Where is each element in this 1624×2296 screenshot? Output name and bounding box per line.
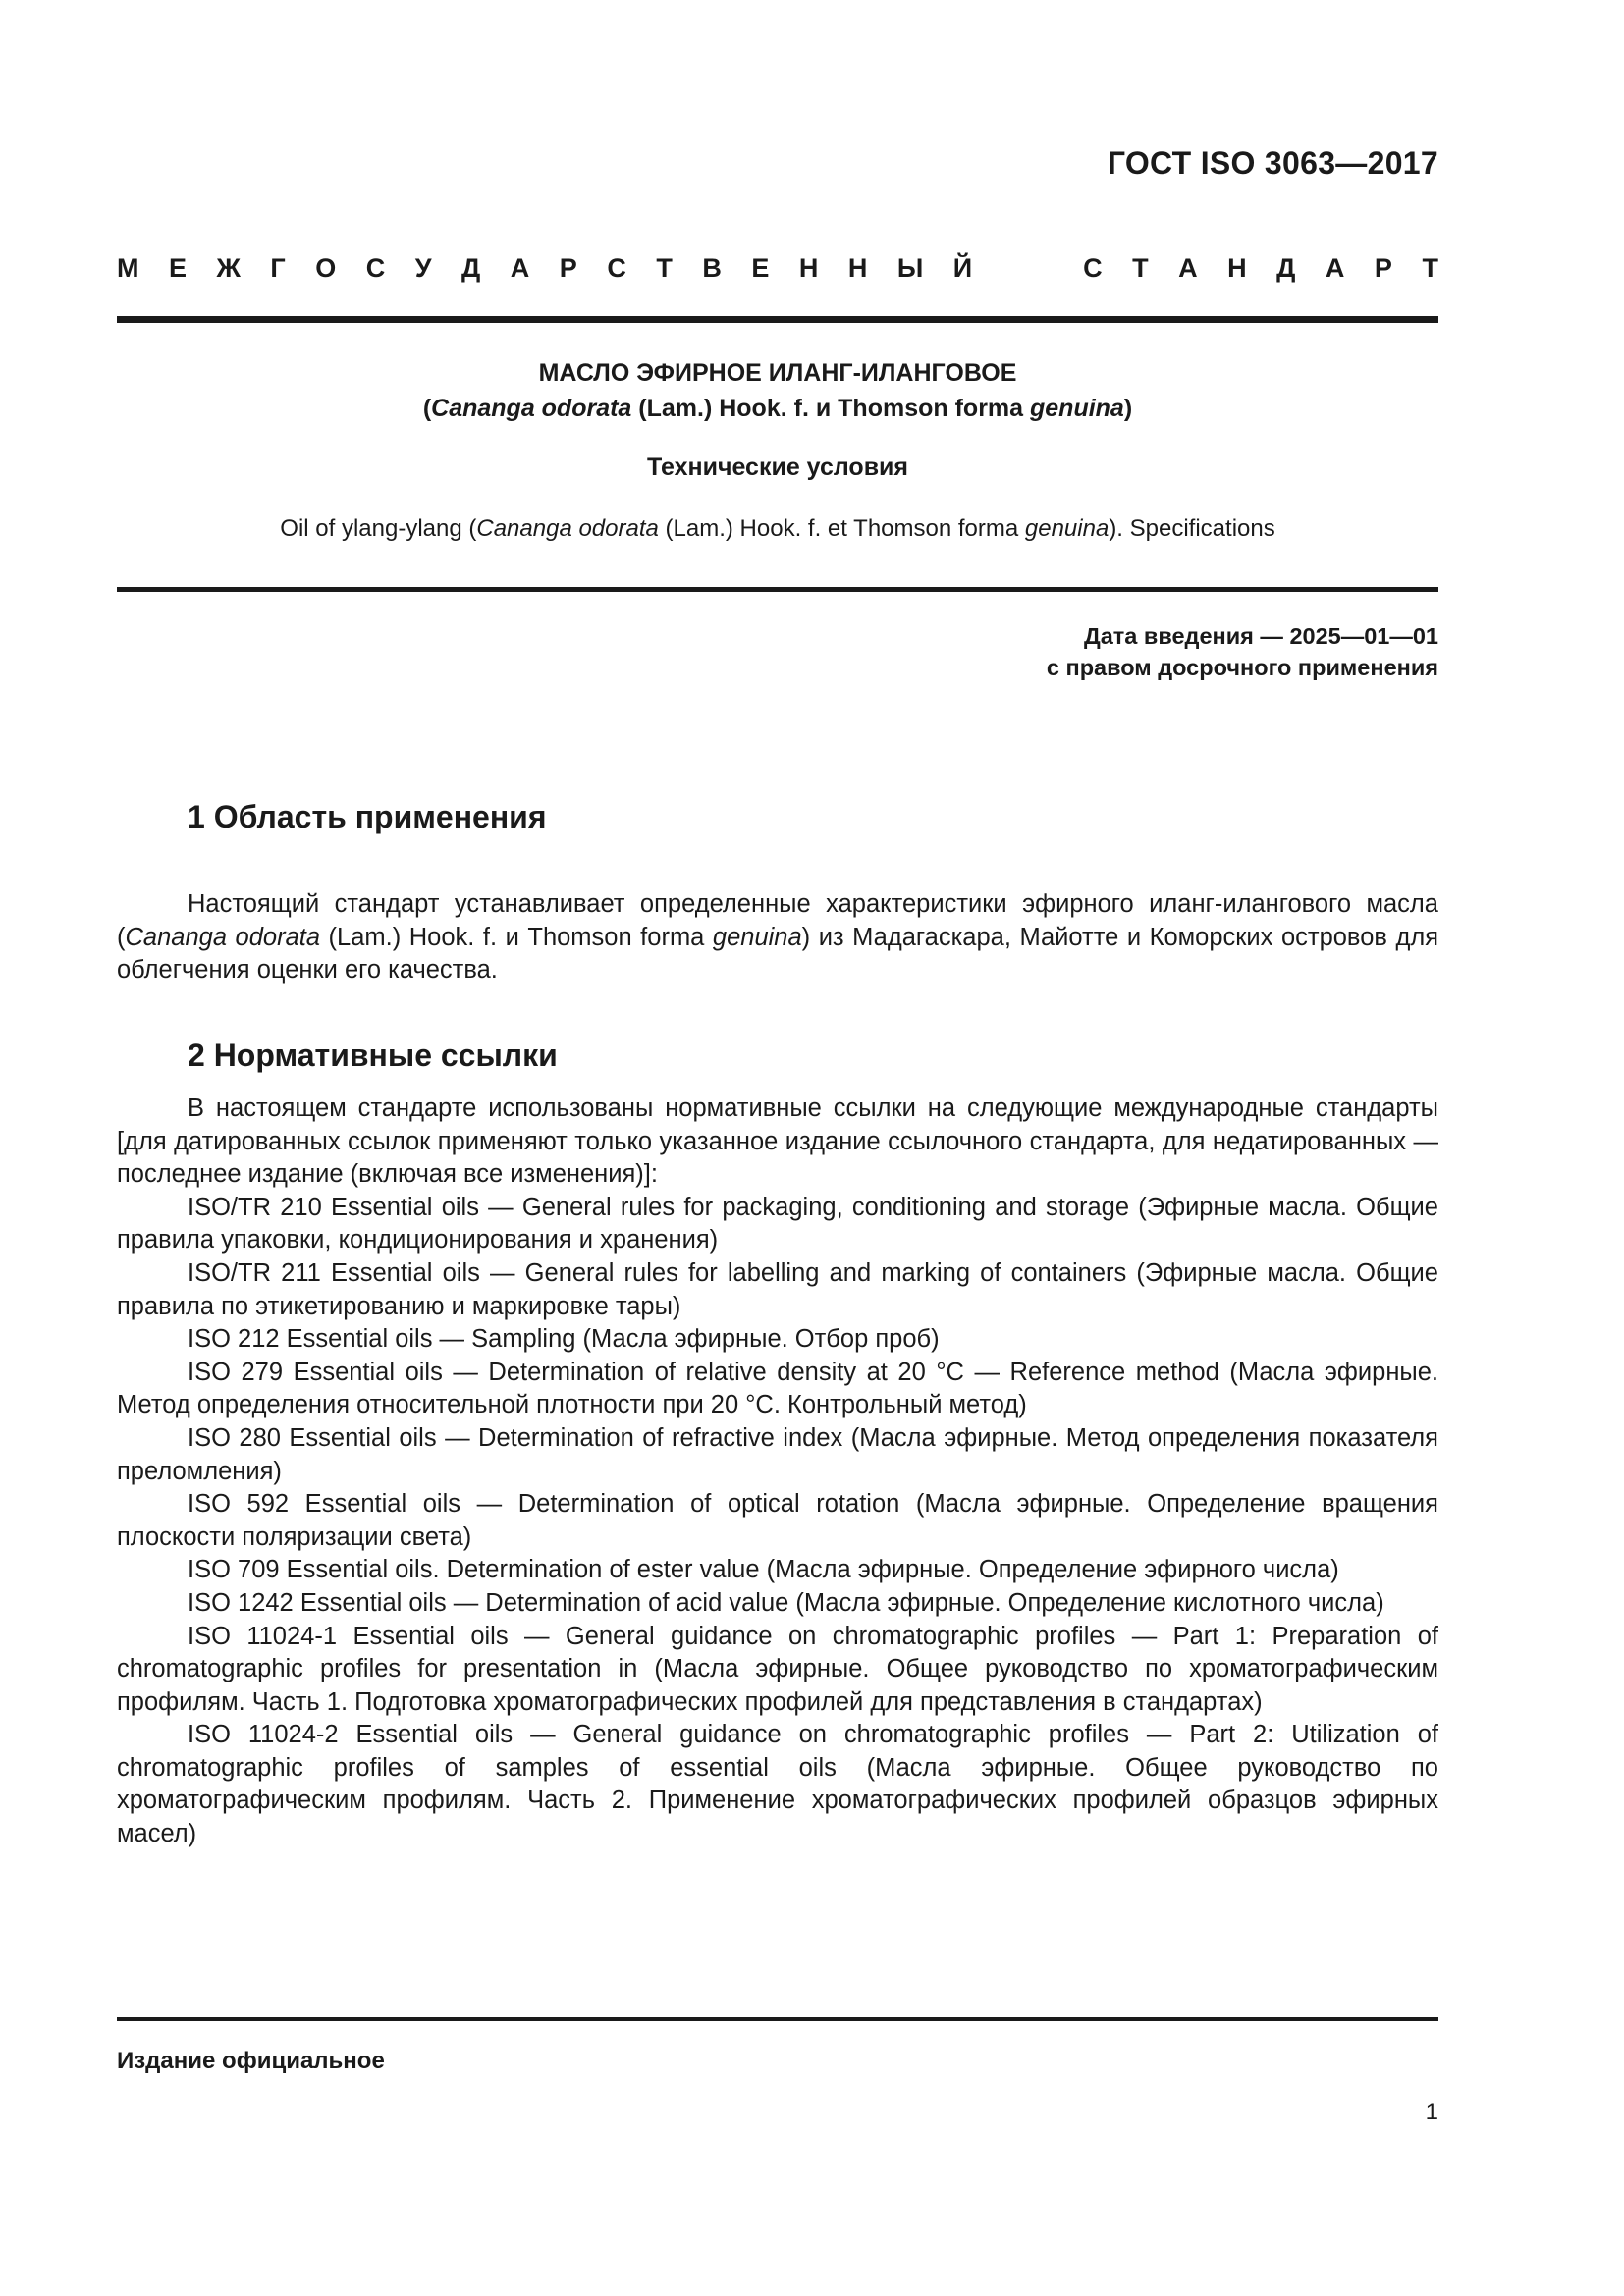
standard-type-letter: С (607, 253, 626, 283)
standard-type-letter: Т (1132, 253, 1149, 283)
standard-type-letter: Н (798, 253, 819, 283)
english-title-variety: genuina (1024, 515, 1110, 542)
page-number: 1 (1425, 2099, 1438, 2125)
standard-type-letter: Р (1374, 253, 1392, 283)
standard-type-letter: Н (847, 253, 868, 283)
standard-type-letter: В (702, 253, 722, 283)
official-edition-label: Издание официальное (117, 2048, 385, 2074)
early-application-note: с правом досрочного применения (1046, 655, 1438, 680)
standard-type-letter: М (117, 253, 139, 283)
standard-type-letter: Ж (216, 253, 241, 283)
english-title-post: ). Specifications (1109, 515, 1275, 542)
reference-item: ISO 279 Essential oils — Determination of relative density at 20 °C — Reference method (Масла эфирные. Метод определения относительной плотности при 20 °C. Контрольный метод) (117, 1358, 1438, 1419)
standard-type-letter: Д (461, 253, 481, 283)
footer-rule (117, 2017, 1438, 2021)
english-title (117, 515, 1438, 543)
references-intro: В настоящем стандарте использованы нормативные ссылки на следующие международные стандарты [для датированных ссылок применяют только указанное издание ссылочного стандарта, для недатированных — последнее издание (включая все изменения)]: (117, 1095, 1438, 1189)
reference-item: ISO 1242 Essential oils — Determination of acid value (Масла эфирные. Определение кислотного числа) (188, 1588, 1384, 1617)
scope-text-authority: (Lam.) Hook. f. и Thomson forma (320, 923, 713, 951)
reference-item: ISO 280 Essential oils — Determination of refractive index (Масла эфирные. Метод определения показателя преломления) (117, 1423, 1438, 1485)
standard-type-letter: Й (952, 253, 973, 283)
reference-item: ISO 592 Essential oils — Determination of optical rotation (Масла эфирные. Определение вращения плоскости поляризации света) (117, 1490, 1438, 1551)
scope-paragraph (117, 888, 1438, 988)
introduction-date: Дата введения — 2025—01—01 (1083, 623, 1438, 649)
title-authority: (Lam.) Hook. f. и Thomson forma (631, 395, 1030, 422)
scope-variety: genuina (712, 923, 802, 951)
standard-type-letter: Д (1276, 253, 1296, 283)
reference-item: ISO/TR 210 Essential oils — General rules for packaging, conditioning and storage (Эфирные масла. Общие правила упаковки, кондиционирования и хранения) (117, 1193, 1438, 1255)
scope-text-post: ) из Мадагаскара, Майотте и Коморских островов для облегчения оценки его качества. (117, 923, 1439, 985)
section-1-body (117, 888, 1438, 988)
reference-item: ISO 212 Essential oils — Sampling (Масла эфирные. Отбор проб) (188, 1325, 940, 1354)
standard-type-letter: Е (751, 253, 770, 283)
document-subtitle: Технические условия (646, 454, 909, 481)
standard-type-letter: О (315, 253, 337, 283)
standard-type-letter: Е (169, 253, 188, 283)
document-title (117, 355, 1438, 426)
standard-type-letter: Т (1422, 253, 1438, 283)
title-paren-open: ( (422, 395, 432, 422)
standard-type-letter: У (414, 253, 432, 283)
title-line-2 (117, 391, 1438, 426)
section-1-heading: 1 Область применения (188, 799, 547, 834)
standard-type-letter: Ы (896, 253, 924, 283)
reference-item: ISO/TR 211 Essential oils — General rules for labelling and marking of containers (Эфирные масла. Общие правила по этикетированию и маркировке тары) (117, 1258, 1438, 1320)
title-genus: Cananga odorata (431, 395, 632, 422)
header-rule (117, 316, 1438, 323)
reference-item: ISO 709 Essential oils. Determination of ester value (Масла эфирные. Определение эфирного числа) (188, 1556, 1339, 1584)
section-2-body (117, 1093, 1438, 1851)
standard-type-letter: А (1178, 253, 1198, 283)
standard-type-letter: С (1083, 253, 1103, 283)
title-variety: genuina (1030, 395, 1124, 422)
standard-type-letter: Т (656, 253, 673, 283)
document-code: ГОСТ ISO 3063—2017 (1107, 145, 1438, 181)
word-gap (1002, 253, 1054, 284)
english-title-authority: (Lam.) Hook. f. et Thomson forma (658, 515, 1025, 542)
english-title-genus: Cananga odorata (476, 515, 659, 542)
standard-type-letter: Н (1227, 253, 1247, 283)
title-line-1: МАСЛО ЭФИРНОЕ ИЛАНГ-ИЛАНГОВОЕ (538, 359, 1017, 387)
english-title-pre: Oil of ylang-ylang ( (280, 515, 477, 542)
scope-text-pre: Настоящий стандарт устанавливает определенные характеристики эфирного иланг-илангового масла ( (117, 890, 1438, 951)
standard-type-letter: А (1325, 253, 1345, 283)
introduction-date-block (1047, 620, 1438, 683)
scope-genus: Cananga odorata (125, 923, 321, 951)
reference-item: ISO 11024-2 Essential oils — General guidance on chromatographic profiles — Part 2: Utilization of chromatographic profiles of samples of essential oils (Масла эфирные. Общее руководство по хроматографическим профилям. Часть 2. Применение хроматографических профилей образцов эфирных масел) (117, 1721, 1438, 1848)
standard-type-letter: Г (270, 253, 286, 283)
standard-type-letter: С (365, 253, 386, 283)
title-paren-close: ) (1123, 395, 1133, 422)
title-rule (117, 587, 1438, 592)
section-2-heading: 2 Нормативные ссылки (188, 1038, 558, 1073)
standard-type-letter: А (510, 253, 530, 283)
reference-item: ISO 11024-1 Essential oils — General guidance on chromatographic profiles — Part 1: Preparation of chromatographic profiles for presentation in (Масла эфирные. Общее руководство по хроматографическим профилям. Часть 1. Подготовка хроматографических профилей для представления в стандартах) (117, 1622, 1438, 1716)
standard-type-heading (117, 253, 1438, 284)
standard-type-letter: Р (559, 253, 577, 283)
